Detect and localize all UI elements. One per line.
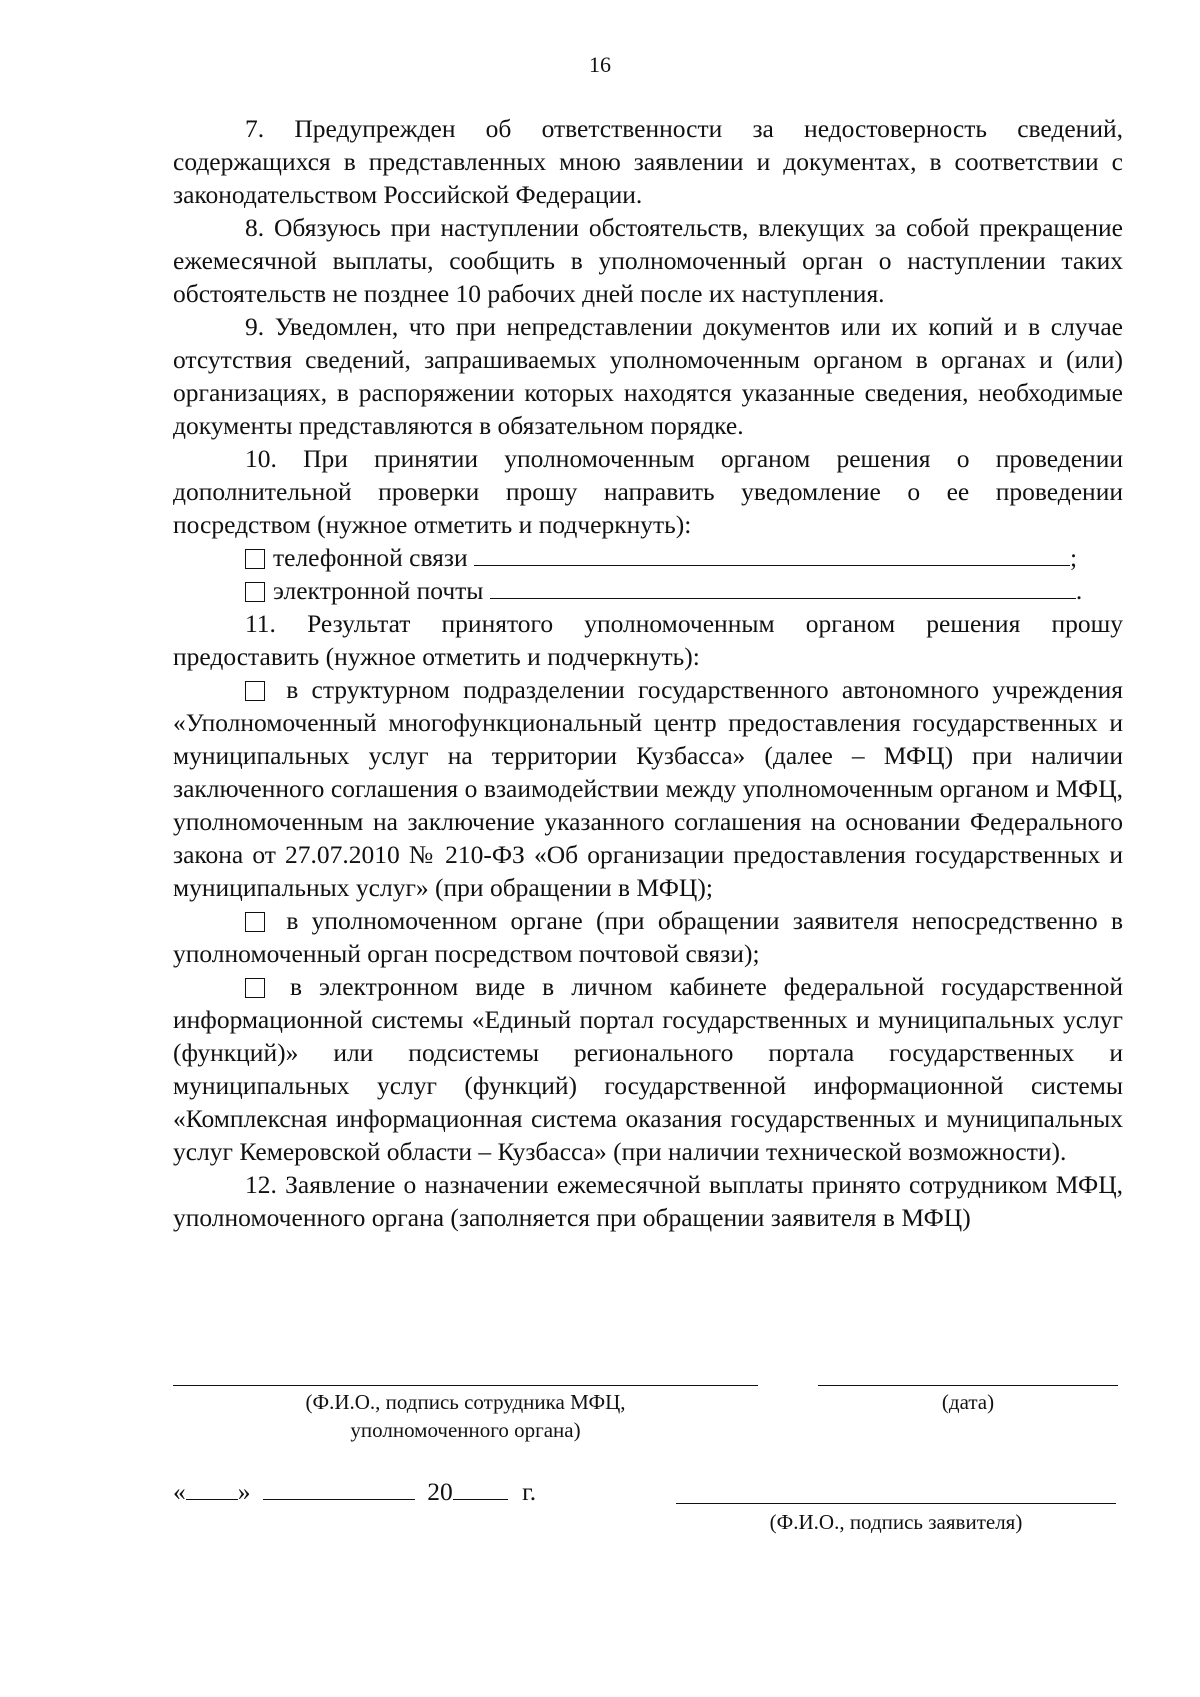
quote-open: «: [173, 1477, 186, 1506]
year-suffix: г.: [522, 1477, 537, 1506]
option-email-end: .: [1075, 576, 1083, 605]
item-11-option-mfc: [173, 673, 1123, 904]
phone-fill-line[interactable]: [474, 543, 1070, 566]
checkbox-email[interactable]: [245, 582, 265, 602]
day-fill-line[interactable]: [186, 1479, 238, 1500]
item-9: 9. Уведомлен, что при непредставлении документов или их копий и в случае отсутствия сведений, запрашиваемых уполномоченным органом в органах и (или) организациях, в распоряжении которых находятся указанные сведения, необходимые документы представляются в обязательном порядке.: [173, 312, 1123, 440]
option-phone-end: ;: [1070, 543, 1078, 572]
employee-caption-line-2: уполномоченного органа): [350, 1418, 581, 1442]
option-electronic-text: в электронном виде в личном кабинете федеральной государственной информационной системы «Единый портал государственных и муниципальных услуг (функций)» или подсистемы регионального портала государственных и муниципальных услуг (функций) государственной информационной системы «Комплексная информационная система оказания государственных и муниципальных услуг Кемеровской области – Кузбасса» (при наличии технической возможности).: [173, 972, 1123, 1166]
item-7: 7. Предупрежден об ответственности за недостоверность сведений, содержащихся в представленных мною заявлении и документах, в соответствии с законодательством Российской Федерации.: [173, 114, 1123, 209]
option-authority-text: в уполномоченном органе (при обращении заявителя непосредственно в уполномоченный орган посредством почтовой связи);: [173, 906, 1123, 968]
applicant-signature-caption: (Ф.И.О., подпись заявителя): [769, 1510, 1023, 1534]
year-prefix: 20: [427, 1477, 453, 1506]
checkbox-authority[interactable]: [245, 912, 265, 932]
year-fill-line[interactable]: [453, 1479, 508, 1500]
page-number: 16: [589, 52, 611, 77]
checkbox-phone[interactable]: [245, 549, 265, 569]
checkbox-mfc[interactable]: [245, 681, 265, 701]
email-fill-line[interactable]: [490, 576, 1076, 599]
item-11: 11. Результат принятого уполномоченным органом решения прошу предоставить (нужное отметить и подчеркнуть):: [173, 609, 1123, 671]
quote-close: »: [237, 1477, 251, 1506]
date-fill-row: [173, 1477, 536, 1507]
item-12: 12. Заявление о назначении ежемесячной выплаты принято сотрудником МФЦ, уполномоченного органа (заполняется при обращении заявителя в МФЦ): [173, 1170, 1123, 1232]
employee-signature-caption: [173, 1388, 758, 1444]
applicant-signature-line[interactable]: [676, 1503, 1116, 1504]
option-email: [173, 574, 1123, 607]
month-fill-line[interactable]: [263, 1479, 415, 1500]
option-phone: [173, 541, 1123, 574]
employee-caption-line-1: (Ф.И.О., подпись сотрудника МФЦ,: [305, 1390, 626, 1414]
employee-signature-line[interactable]: [173, 1385, 758, 1386]
checkbox-electronic[interactable]: [245, 978, 265, 998]
option-email-label: электронной почты: [273, 576, 484, 605]
item-11-option-electronic: [173, 970, 1123, 1168]
document-body: [173, 112, 1123, 1234]
date-signature-line[interactable]: [818, 1385, 1118, 1386]
item-8: 8. Обязуюсь при наступлении обстоятельств, влекущих за собой прекращение ежемесячной выплаты, сообщить в уполномоченный орган о наступлении таких обстоятельств не позднее 10 рабочих дней после их наступления.: [173, 213, 1123, 308]
date-caption: (дата): [941, 1390, 995, 1414]
item-10: 10. При принятии уполномоченным органом решения о проведении дополнительной проверки прошу направить уведомление о ее проведении посредством (нужное отметить и подчеркнуть):: [173, 444, 1123, 539]
option-phone-label: телефонной связи: [273, 543, 468, 572]
item-11-option-authority: [173, 904, 1123, 970]
option-mfc-text: в структурном подразделении государственного автономного учреждения «Уполномоченный многофункциональный центр предоставления государственных и муниципальных услуг на территории Кузбасса» (далее – МФЦ) при наличии заключенного соглашения о взаимодействии между уполномоченным органом и МФЦ, уполномоченным на заключение указанного соглашения на основании Федерального закона от 27.07.2010 № 210-ФЗ «Об организации предоставления государственных и муниципальных услуг» (при обращении в МФЦ);: [173, 675, 1123, 902]
